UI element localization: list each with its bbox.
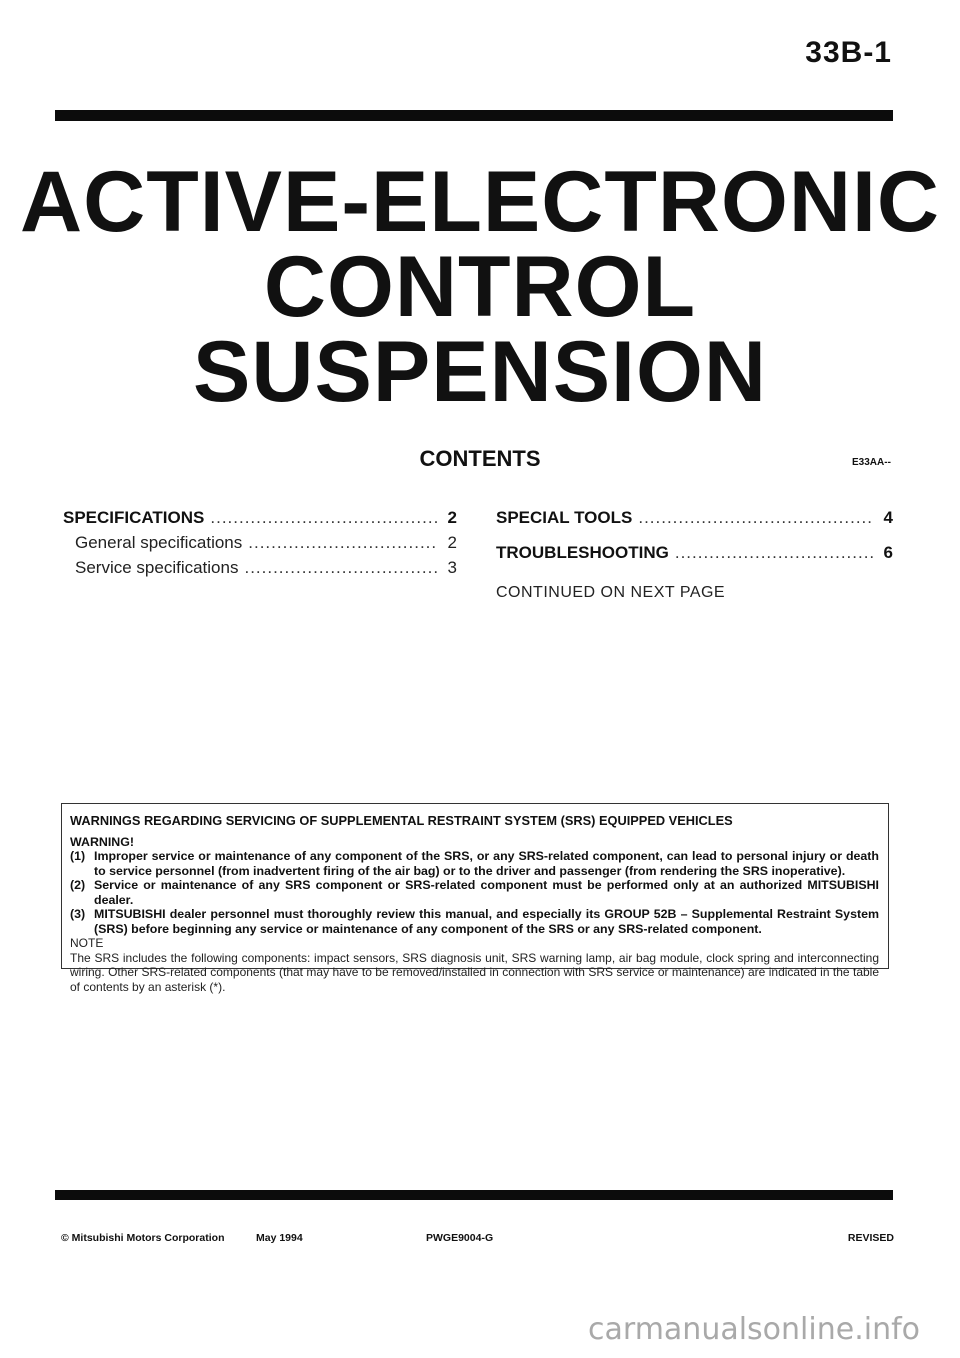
toc-entry-service-specifications[interactable] — [63, 558, 457, 583]
toc-page: 3 — [447, 558, 457, 577]
title-line-1: ACTIVE-ELECTRONIC — [20, 154, 940, 250]
toc-leader — [675, 543, 873, 563]
toc-entry-troubleshooting[interactable] — [496, 543, 893, 573]
warning-item-number: (2) — [70, 878, 86, 892]
warning-item-text: Service or maintenance of any SRS component or SRS-related component must be performed only at an authorized MITSUBISHI dealer. — [94, 878, 879, 907]
toc-leader — [638, 508, 873, 528]
srs-warning-box — [61, 803, 889, 994]
title-line-3: SUSPENSION — [193, 324, 767, 420]
toc-page: 2 — [447, 533, 457, 552]
continued-note: CONTINUED ON NEXT PAGE — [496, 584, 726, 601]
page-title — [0, 154, 960, 420]
toc-entry-specifications[interactable] — [63, 508, 457, 533]
toc-page: 6 — [883, 543, 893, 562]
watermark: carmanualsonline.info — [588, 1312, 920, 1347]
footer-status: REVISED — [847, 1232, 894, 1244]
page-number: 33B-1 — [805, 36, 892, 69]
warning-item-number: (1) — [70, 849, 86, 863]
warning-label: WARNING! — [70, 834, 135, 849]
contents-heading: CONTENTS — [419, 446, 541, 471]
warning-item-text: MITSUBISHI dealer personnel must thoroughly review this manual, and especially its GROUP 52B – Supplemental Restraint System (SRS) before beginning any service or maintenance of any component of the SRS or any SRS-related component. — [94, 907, 879, 936]
warning-item-number: (3) — [70, 907, 86, 921]
section-code: E33AA-- — [852, 457, 891, 468]
warning-item — [70, 907, 879, 936]
warning-heading: WARNINGS REGARDING SERVICING OF SUPPLEMENTAL RESTRAINT SYSTEM (SRS) EQUIPPED VEHICLES — [70, 813, 733, 828]
toc-label: TROUBLESHOOTING — [496, 543, 669, 562]
footer-copyright: © Mitsubishi Motors Corporation — [61, 1232, 225, 1244]
footer-doc-code: PWGE9004-G — [426, 1232, 494, 1244]
top-rule — [55, 110, 893, 121]
warning-item — [70, 878, 879, 907]
toc-page: 2 — [447, 508, 457, 527]
note-label: NOTE — [70, 936, 104, 950]
toc-entry-general-specifications[interactable] — [63, 533, 457, 558]
toc-leader — [210, 508, 437, 528]
warning-item-text: Improper service or maintenance of any component of the SRS, or any SRS-related component, can lead to personal injury or death to service personnel (from inadvertent firing of the air bag) or to the driver and passenger (from rendering the SRS inoperative). — [94, 849, 879, 878]
note-text: The SRS includes the following components: impact sensors, SRS diagnosis unit, SRS warning lamp, air bag module, clock spring and interconnecting wiring. Other SRS-related components (that may have to be removed/installed in connection with SRS service or maintenance) are indicated in the table of contents by an asterisk (*). — [70, 950, 879, 994]
toc-entry-special-tools[interactable] — [496, 508, 893, 543]
toc-page: 4 — [883, 508, 893, 527]
title-line-2: CONTROL — [263, 239, 697, 335]
toc-label: SPECIFICATIONS — [63, 508, 205, 527]
footer-date: May 1994 — [256, 1232, 303, 1244]
toc-leader — [248, 533, 437, 553]
toc-leader — [244, 558, 437, 578]
toc-label: SPECIAL TOOLS — [496, 508, 633, 527]
warning-item — [70, 849, 879, 878]
bottom-rule — [55, 1190, 893, 1200]
toc-label: General specifications — [75, 533, 243, 552]
toc-label: Service specifications — [75, 558, 239, 577]
toc-right-column — [496, 508, 893, 573]
toc-left-column — [63, 508, 457, 583]
